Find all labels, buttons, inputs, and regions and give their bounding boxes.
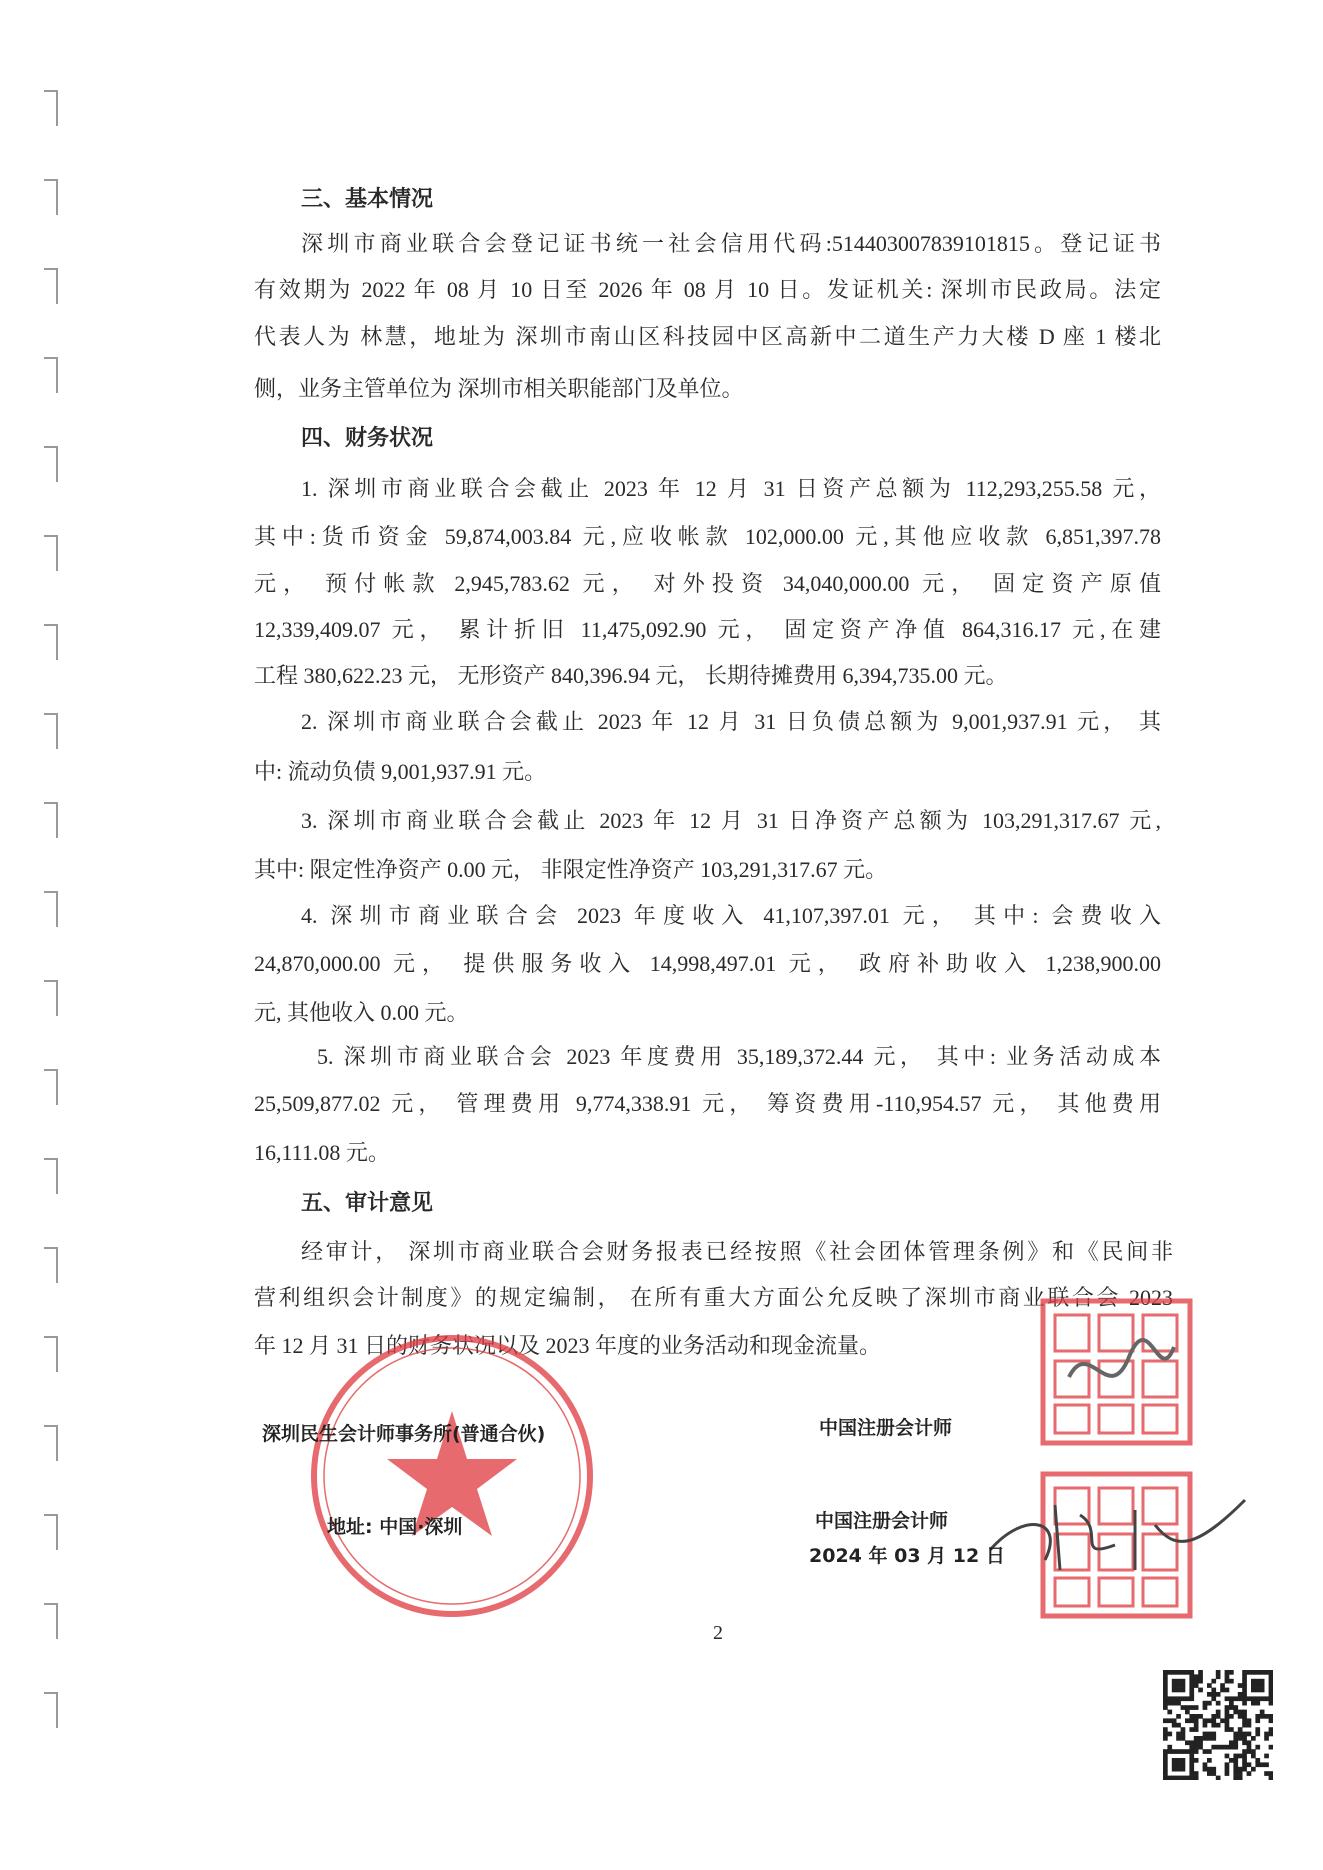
binding-mark	[44, 624, 58, 660]
paragraph-line: 3. 深圳市商业联合会截止 2023 年 12 月 31 日净资产总额为 103,291,317.67 元,	[301, 808, 1161, 833]
section-heading-basic-info: 三、基本情况	[301, 187, 434, 212]
paragraph-line: 工程 380,622.23 元， 无形资产 840,396.94 元， 长期待摊费用 6,394,735.00 元。	[254, 663, 1008, 688]
cpa-seal-icon	[1039, 1297, 1194, 1447]
paragraph-line: 元， 预付帐款 2,945,783.62 元， 对外投资 34,040,000.00 元， 固定资产原值	[254, 571, 1161, 596]
paragraph-line: 年 12 月 31 日的财务状况以及 2023 年度的业务活动和现金流量。	[254, 1333, 882, 1358]
binding-mark	[44, 1336, 58, 1372]
signature-icon	[985, 1490, 1255, 1580]
binding-mark	[44, 446, 58, 482]
section-heading-financial-status: 四、财务状况	[301, 426, 434, 451]
paragraph-line: 有效期为 2022 年 08 月 10 日至 2026 年 08 月 10 日。发证机关: 深圳市民政局。法定	[254, 277, 1161, 302]
paragraph-line: 其中:货币资金 59,874,003.84 元,应收帐款 102,000.00 元,其他应收款 6,851,397.78	[254, 524, 1161, 549]
binding-mark	[44, 268, 58, 304]
paragraph-line: 24,870,000.00 元， 提供服务收入 14,998,497.01 元， 政府补助收入 1,238,900.00	[254, 951, 1161, 976]
binding-mark	[44, 1069, 58, 1105]
cpa-label-2: 中国注册会计师	[815, 1510, 949, 1532]
report-date: 2024 年 03 月 12 日	[809, 1545, 1005, 1567]
paragraph-line: 深圳市商业联合会登记证书统一社会信用代码:51440300783910181​5。登记证书	[301, 231, 1161, 256]
qr-code-icon[interactable]	[1163, 1670, 1273, 1780]
binding-mark	[44, 1247, 58, 1283]
paragraph-line: 代表人为 林慧，地址为 深圳市南山区科技园中区高新中二道生产力大楼 D 座 1 楼北	[254, 324, 1161, 349]
cpa-label-1: 中国注册会计师	[819, 1417, 953, 1439]
paragraph-line: 16,111.08 元。	[254, 1140, 390, 1165]
binding-mark	[44, 90, 58, 126]
paragraph-line: 25,509,877.02 元， 管理费用 9,774,338.91 元， 筹资费用-110,954.57 元， 其他费用	[254, 1091, 1161, 1116]
paragraph-line: 营利组织会计制度》的规定编制， 在所有重大方面公允反映了深圳市商业联合会 2023	[254, 1285, 1173, 1310]
binding-mark	[44, 179, 58, 215]
paragraph-line: 12,339,409.07 元， 累计折旧 11,475,092.90 元， 固定资产净值 864,316.17 元,在建	[254, 617, 1161, 642]
paragraph-line: 4. 深圳市商业联合会 2023 年度收入 41,107,397.01 元， 其中: 会费收入	[301, 903, 1161, 928]
paragraph-line: 5. 深圳市商业联合会 2023 年度费用 35,189,372.44 元， 其中: 业务活动成本	[317, 1044, 1161, 1069]
paragraph-line: 中: 流动负债 9,001,937.91 元。	[254, 759, 547, 784]
binding-mark	[44, 802, 58, 838]
page-number: 2	[713, 1622, 723, 1644]
audit-firm-address: 地址: 中国·深圳	[327, 1516, 463, 1538]
paragraph-line: 1. 深圳市商业联合会截止 2023 年 12 月 31 日资产总额为 112,293,255.58 元，	[301, 476, 1161, 501]
section-heading-audit-opinion: 五、审计意见	[301, 1191, 434, 1216]
audit-firm-name: 深圳民生会计师事务所(普通合伙)	[262, 1423, 546, 1445]
binding-mark	[44, 980, 58, 1016]
binding-mark	[44, 891, 58, 927]
binding-mark	[44, 1603, 58, 1639]
binding-mark	[44, 1692, 58, 1728]
round-seal-icon	[307, 1331, 597, 1621]
paragraph-line: 元, 其他收入 0.00 元。	[254, 1000, 469, 1025]
binding-mark	[44, 357, 58, 393]
binding-mark	[44, 713, 58, 749]
paragraph-line: 其中: 限定性净资产 0.00 元， 非限定性净资产 103,291,317.67 元。	[254, 857, 888, 882]
binding-mark	[44, 1425, 58, 1461]
paragraph-line: 侧，业务主管单位为 深圳市相关职能部门及单位。	[254, 376, 744, 401]
paragraph-line: 2. 深圳市商业联合会截止 2023 年 12 月 31 日负债总额为 9,001,937.91 元， 其	[301, 709, 1161, 734]
binding-mark	[44, 535, 58, 571]
paragraph-line: 经审计， 深圳市商业联合会财务报表已经按照《社会团体管理条例》和《民间非	[301, 1239, 1173, 1264]
binding-mark	[44, 1514, 58, 1550]
binding-mark	[44, 1158, 58, 1194]
